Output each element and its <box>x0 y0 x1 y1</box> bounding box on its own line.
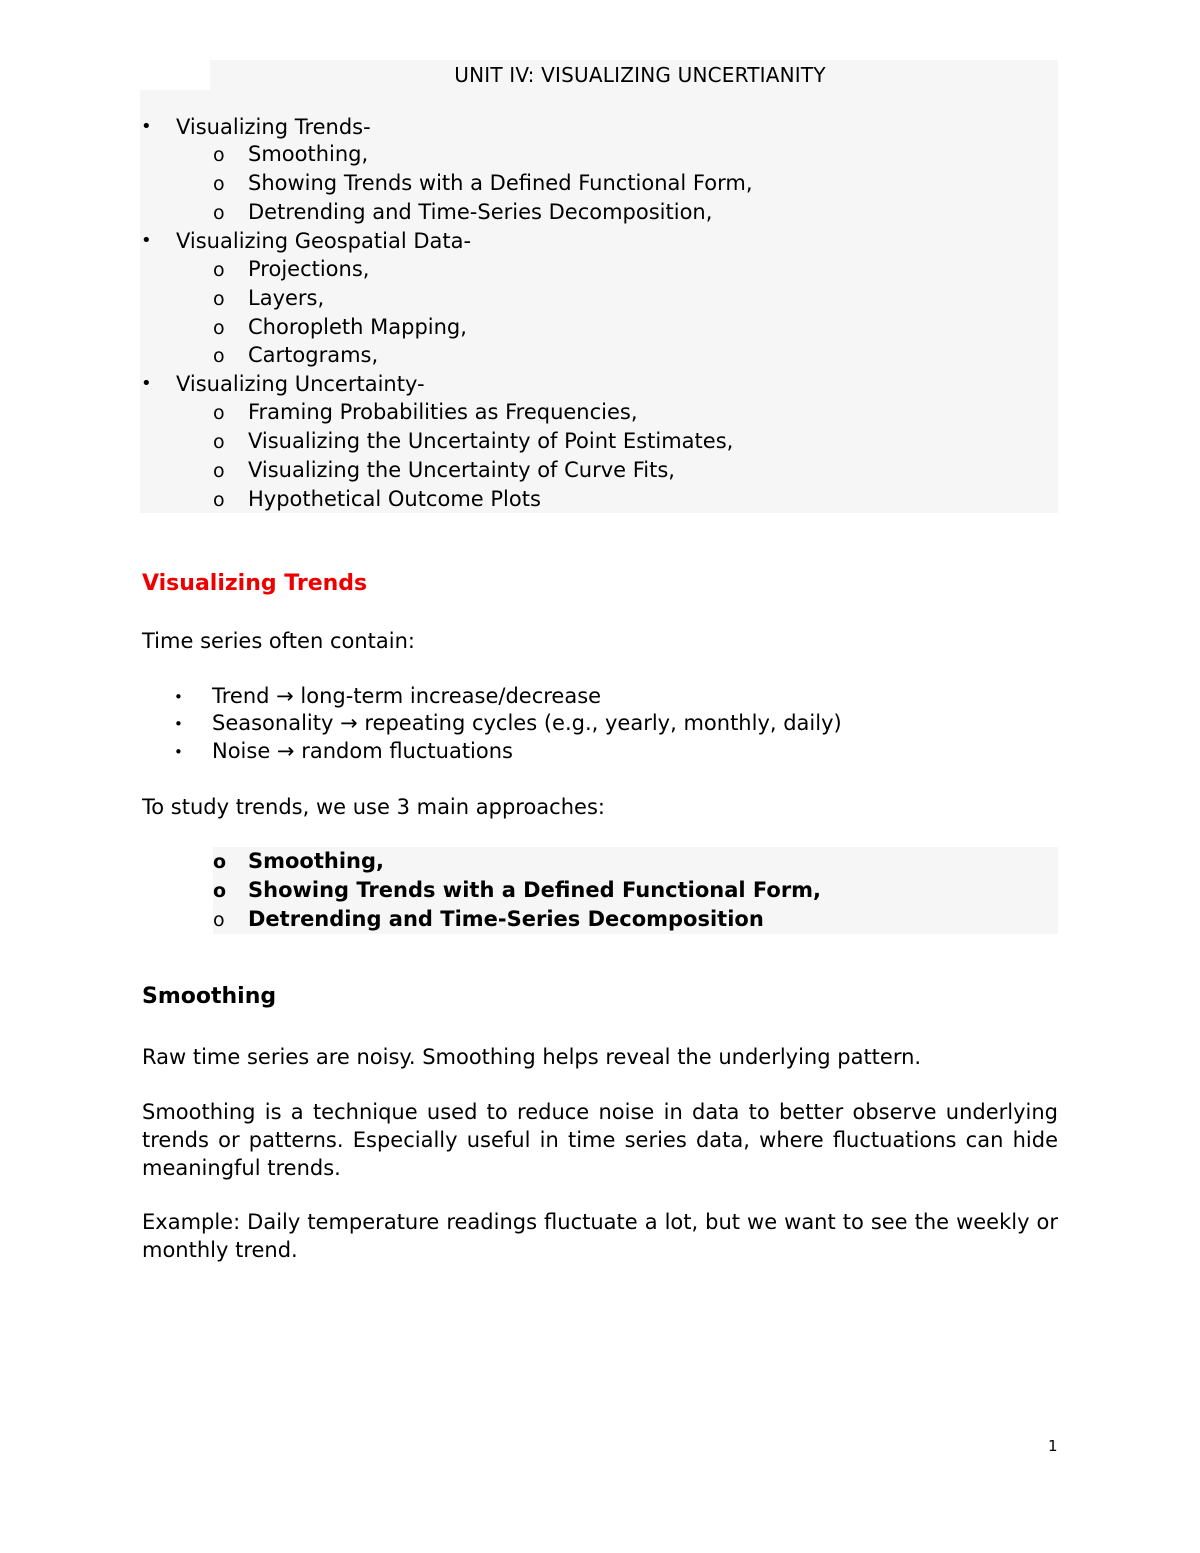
outline-item: Hypothetical Outcome Plots <box>248 487 541 511</box>
paragraph: Time series often contain: <box>142 629 415 653</box>
circle-bullet-icon: o <box>213 317 225 339</box>
outline-item: Choropleth Mapping, <box>248 315 467 339</box>
outline-item: Cartograms, <box>248 343 379 367</box>
list-item: Noise → random fluctuations <box>212 739 513 763</box>
list-item: Seasonality → repeating cycles (e.g., yearly, monthly, daily) <box>212 711 842 735</box>
circle-bullet-icon: o <box>213 402 225 424</box>
paragraph: Example: Daily temperature readings fluctuate a lot, but we want to see the weekly or monthly trend. <box>142 1210 1058 1262</box>
paragraph: To study trends, we use 3 main approaches: <box>142 795 605 819</box>
bullet-icon: • <box>174 715 183 733</box>
bullet-icon: • <box>174 688 183 706</box>
outline-heading: Visualizing Uncertainty- <box>176 372 425 396</box>
section-heading: Visualizing Trends <box>142 571 368 596</box>
circle-bullet-icon: o <box>213 431 225 453</box>
bullet-icon: • <box>141 373 152 394</box>
outline-heading: Visualizing Trends- <box>176 115 371 139</box>
document-title: UNIT IV: VISUALIZING UNCERTIANITY <box>454 63 826 87</box>
circle-bullet-icon: o <box>213 909 225 931</box>
outline-item: Framing Probabilities as Frequencies, <box>248 400 638 424</box>
bullet-icon: • <box>141 230 152 251</box>
outline-item: Detrending and Time-Series Decomposition, <box>248 200 713 224</box>
list-item: Smoothing, <box>248 849 385 873</box>
list-item: Trend → long-term increase/decrease <box>212 684 602 708</box>
circle-bullet-icon: o <box>213 144 225 166</box>
outline-item: Layers, <box>248 286 325 310</box>
page-number: 1 <box>1048 1437 1058 1455</box>
outline-item: Projections, <box>248 257 370 281</box>
circle-bullet-icon: o <box>213 345 225 367</box>
outline-item: Showing Trends with a Defined Functional Form, <box>248 171 753 195</box>
bullet-icon: • <box>141 116 152 137</box>
bullet-icon: • <box>174 743 183 761</box>
circle-bullet-icon: o <box>213 202 225 224</box>
outline-heading: Visualizing Geospatial Data- <box>176 229 472 253</box>
circle-bullet-icon: o <box>213 288 225 310</box>
circle-bullet-icon: o <box>213 259 225 281</box>
circle-bullet-icon: o <box>213 460 225 482</box>
outline-item: Visualizing the Uncertainty of Point Estimates, <box>248 429 734 453</box>
section-heading: Smoothing <box>142 984 277 1009</box>
list-item: Showing Trends with a Defined Functional Form, <box>248 878 822 902</box>
paragraph: Smoothing is a technique used to reduce noise in data to better observe underlying trends or patterns. Especially useful in time series data, where fluctuations can hide meaningful trends. <box>142 1100 1058 1180</box>
list-item: Detrending and Time-Series Decomposition <box>248 907 764 931</box>
circle-bullet-icon: o <box>213 173 225 195</box>
outline-item: Visualizing the Uncertainty of Curve Fits, <box>248 458 675 482</box>
paragraph: Raw time series are noisy. Smoothing helps reveal the underlying pattern. <box>142 1045 922 1069</box>
outline-item: Smoothing, <box>248 142 369 166</box>
circle-bullet-icon: o <box>213 880 227 902</box>
circle-bullet-icon: o <box>213 489 225 511</box>
circle-bullet-icon: o <box>213 851 227 873</box>
